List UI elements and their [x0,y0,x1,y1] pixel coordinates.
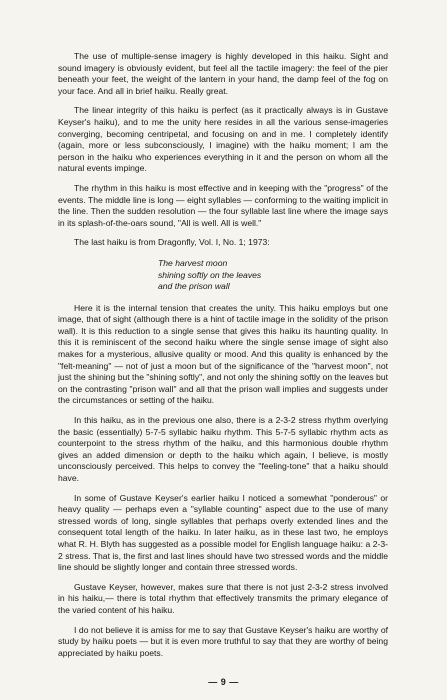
haiku-poem [158,258,388,293]
paragraph-8: I do not believe it is amiss for me to say that Gustave Keyser's haiku are worthy of study by haiku poets — but it is even more truthful to say that they are worthy of being appreciated by haiku poets. [58,624,388,658]
paragraph-2: The linear integrity of this haiku is perfect (as it practically always is in Gustave Keyser's haiku), and to me the unity here resides in all the various sense-imageries converging, becoming centripetal, and focusing on and in me. I completely identify (again, more or less subconsciously, I imagine) with the haiku moment; I am the person in the haiku who experiences everything in it and the person on whom all the natural events impinge. [58,105,388,174]
paragraph-4: Here it is the internal tension that creates the unity. This haiku employs but one image, that of sight (although there is a hint of tactile image in the solidity of the prison wall). It is this reduction to a single sense that gives this haiku its haunting quality. In this it is reminiscent of the second haiku where the single sense image of sight also makes for a mysterious, allusive quality or mood. And this quality is enhanced by the "felt-meaning" — not of just a moon but of the significance of the "harvest moon", not just the shining but the "shining softly", and not only the shining softly on the leaves but on the contrasting "prison wall" and all that the prison wall implies and suggests under the circumstances or setting of the haiku. [58,302,389,406]
page-number: — 9 — [208,677,239,687]
page-body [58,51,388,667]
poem-line-2: shining softly on the leaves [158,269,262,280]
paragraph-1: The use of multiple-sense imagery is highly developed in this haiku. Sight and sound imagery is obviously evident, but feel all the tactile imagery: the feel of the pier beneath your feet, the weight of the lantern in your hand, the damp feel of the fog on your face. And all in brief haiku. Really great. [58,51,388,96]
paragraph-6: In some of Gustave Keyser's earlier haiku I noticed a somewhat "ponderous" or heavy quality — perhaps even a "syllable counting" aspect due to the use of many stressed words of long, single syllables that perhaps overly extended lines and the consequent total length of the haiku. In later haiku, as in these last two, he employs what R. H. Blyth has suggested as a possible model for English language haiku: a 2-3-2 stress. That is, the first and last lines should have two stressed words and the middle line should be slightly longer and contain three stressed words. [58,492,388,573]
poem-line-1: The harvest moon [158,257,228,268]
paragraph-5: In this haiku, as in the previous one also, there is a 2-3-2 stress rhythm overlying the basic (essentially) 5-7-5 syllabic haiku rhythm. This 5-7-5 syllabic rhythm acts as counterpoint to the stress rhythm of the haiku, and this harmonious double rhythm gives an added dimension or depth to the haiku which again, I believe, is mostly unconsciously perceived. This helps to convey the "feeling-tone" that a haiku should have. [58,415,388,483]
paragraph-3: The rhythm in this haiku is most effective and in keeping with the "progress" of the events. The middle line is long — eight syllables — conforming to the waiting implicit in the line. Then the sudden resolution — the four syllable last line where the image says in its splash-of-the-oars sound, "All is well. All is well." [58,182,388,228]
haiku-intro: The last haiku is from Dragonfly, Vol. I, No. 1; 1973: [74,237,270,248]
poem-line-3: and the prison wall [158,281,230,292]
paragraph-7: Gustave Keyser, however, makes sure that there is not just 2-3-2 stress involved in his haiku,— there is total rhythm that effectively transmits the primary elegance of the varied content of his haiku. [58,581,388,615]
